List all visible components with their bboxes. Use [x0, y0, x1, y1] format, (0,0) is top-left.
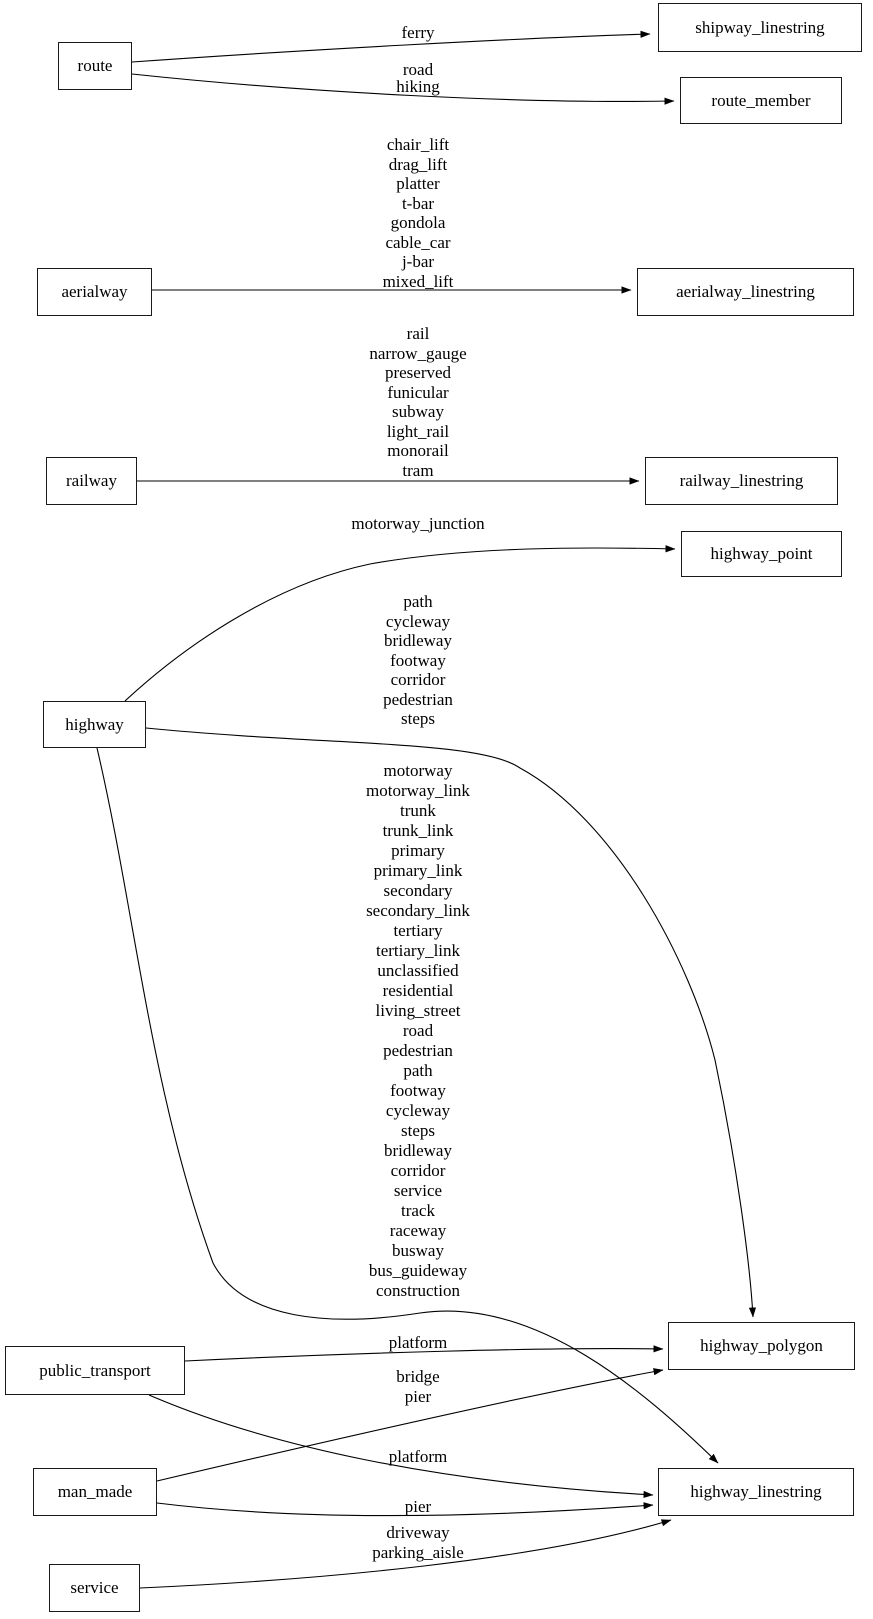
node-highway_point: highway_point: [681, 531, 842, 577]
edge-value: pier: [404, 1497, 432, 1516]
edge-value: pedestrian: [383, 1041, 453, 1060]
edge-value: pedestrian: [383, 689, 453, 709]
edge-value: road: [402, 60, 434, 79]
node-service: service: [49, 1564, 140, 1612]
edge-value: monorail: [387, 441, 449, 460]
edge-value: service: [393, 1181, 443, 1200]
edge-value: secondary: [383, 881, 453, 900]
edge-value: path: [403, 1061, 433, 1080]
edge-value: road: [402, 1021, 434, 1040]
edge-label-highway-point: [298, 514, 538, 534]
edge-value: motorway_junction: [351, 514, 485, 533]
edge-value: motorway: [383, 761, 453, 780]
edge-value: narrow_gauge: [369, 343, 467, 363]
edge-value: residential: [382, 981, 454, 1000]
edge-value: funicular: [387, 382, 449, 402]
edge-label-highway-linestring: [298, 761, 538, 1301]
edge-value: driveway: [386, 1523, 450, 1542]
edge-value: steps: [401, 1121, 435, 1140]
edge-value: chair_lift: [386, 135, 450, 154]
edge-value: construction: [375, 1281, 461, 1300]
edge-value: subway: [392, 402, 444, 421]
node-aerialway: aerialway: [37, 268, 152, 316]
edge-label-route-shipway: [298, 23, 538, 43]
edge-label-manmade-linestring: [298, 1497, 538, 1517]
edge-value: hiking: [396, 77, 440, 96]
edge-value: tertiary: [393, 921, 443, 940]
edge-value: secondary_link: [366, 901, 470, 920]
edge-value: rail: [406, 324, 430, 343]
edge-value: corridor: [390, 670, 446, 689]
edge-label-railway: [298, 324, 538, 480]
edge-value: preserved: [384, 363, 452, 382]
edge-value: bridge: [396, 1367, 440, 1386]
node-railway_linestring: railway_linestring: [645, 457, 838, 505]
node-route: route: [58, 42, 132, 90]
edge-value: cycleway: [385, 611, 451, 631]
edge-value: parking_aisle: [372, 1542, 464, 1562]
edge-label-route-member: [298, 61, 538, 95]
edge-value: tram: [402, 460, 434, 480]
node-public_transport: public_transport: [5, 1346, 185, 1395]
node-man_made: man_made: [33, 1468, 157, 1516]
node-railway: railway: [46, 457, 137, 505]
edge-value: platter: [396, 174, 440, 193]
edge-label-aerialway: [298, 135, 538, 291]
edge-value: platform: [388, 1333, 448, 1352]
edge-value: mixed_lift: [382, 271, 454, 291]
edge-value: track: [401, 1201, 435, 1220]
edge-label-pt-linestring: [298, 1447, 538, 1467]
edge-value: j-bar: [401, 252, 435, 271]
node-route_member: route_member: [680, 77, 842, 124]
edge-value: pier: [404, 1386, 432, 1406]
edge-value: cycleway: [385, 1101, 451, 1120]
edge-label-service-linestring: [298, 1523, 538, 1562]
edge-value: unclassified: [377, 961, 459, 980]
node-highway_polygon: highway_polygon: [668, 1322, 855, 1370]
edge-value: cable_car: [385, 232, 451, 252]
edge-public_transport-highway_linestring: [149, 1395, 653, 1495]
edge-value: footway: [390, 650, 446, 670]
edge-value: drag_lift: [388, 154, 448, 174]
edge-value: steps: [401, 709, 435, 728]
edge-value: trunk: [400, 801, 436, 820]
edge-value: light_rail: [386, 421, 450, 441]
edge-value: motorway_link: [366, 781, 470, 800]
edge-value: bridleway: [384, 1141, 452, 1160]
edge-value: living_street: [375, 1001, 461, 1020]
edge-value: platform: [388, 1447, 448, 1466]
edge-value: raceway: [389, 1221, 447, 1240]
edge-value: bridleway: [384, 631, 452, 650]
node-highway: highway: [43, 701, 146, 748]
edge-value: ferry: [401, 23, 435, 42]
node-highway_linestring: highway_linestring: [658, 1468, 854, 1516]
edge-value: bus_guideway: [368, 1261, 468, 1280]
edge-value: t-bar: [401, 193, 435, 213]
edge-value: gondola: [390, 213, 446, 232]
edge-value: primary: [391, 841, 445, 860]
edge-value: footway: [390, 1081, 446, 1100]
edge-label-manmade-polygon: [298, 1367, 538, 1406]
edge-value: trunk_link: [382, 821, 454, 840]
edge-value: corridor: [390, 1161, 446, 1180]
edge-value: primary_link: [373, 861, 463, 880]
edge-value: busway: [392, 1241, 444, 1260]
node-shipway_linestring: shipway_linestring: [658, 3, 862, 52]
edge-value: path: [403, 592, 433, 611]
edge-label-highway-polygon: [298, 592, 538, 729]
edge-value: tertiary_link: [375, 941, 461, 960]
edge-label-pt-polygon: [298, 1333, 538, 1353]
node-aerialway_linestring: aerialway_linestring: [637, 268, 854, 316]
